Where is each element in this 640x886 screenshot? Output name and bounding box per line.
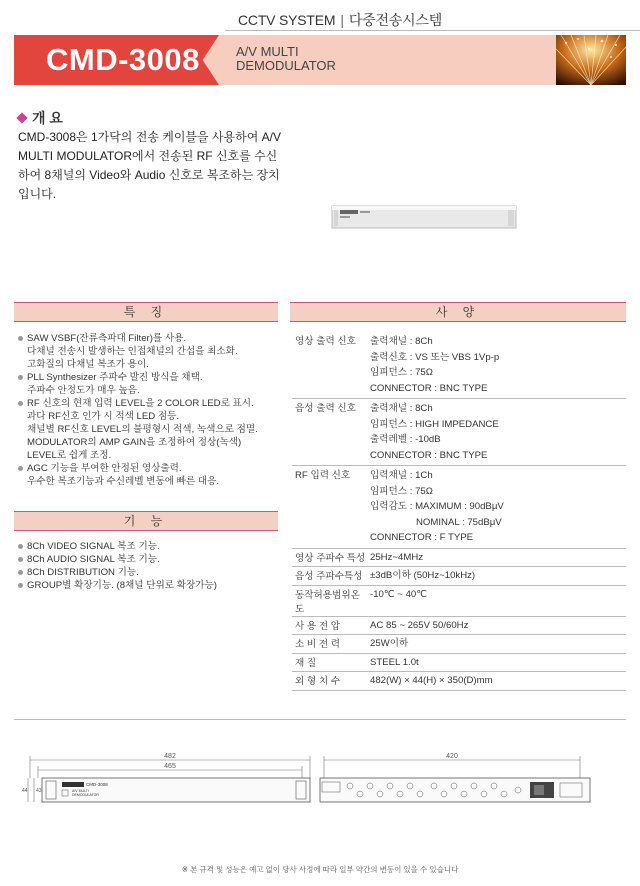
device-photo xyxy=(330,198,518,232)
spec-value-cell xyxy=(368,585,626,616)
spec-value-cell xyxy=(368,567,626,586)
bullet-icon xyxy=(18,583,23,588)
feature-text: LEVEL로 쉽게 조정. xyxy=(27,450,112,461)
function-text: 8Ch VIDEO SIGNAL 복조 기능. xyxy=(27,541,160,552)
functions-heading: 기 능 xyxy=(14,511,278,531)
rear-panel-drawing xyxy=(320,778,590,802)
feature-text: SAW VSBF(잔류측파대 Filter)를 사용. xyxy=(27,333,187,344)
spec-value: 입력채널 : 1Ch xyxy=(370,470,433,481)
feature-text: PLL Synthesizer 주파수 발진 방식을 채택. xyxy=(27,372,203,383)
spec-row xyxy=(292,548,626,567)
spec-value-cell xyxy=(368,653,626,672)
functions-list xyxy=(18,540,280,592)
feature-text: 주파수 안정도가 매우 높음. xyxy=(27,385,140,396)
feature-line xyxy=(18,371,280,384)
spec-value-cell xyxy=(368,672,626,691)
function-item xyxy=(18,540,280,553)
spec-value: CONNECTOR : F TYPE xyxy=(370,532,474,543)
spec-value-cell xyxy=(368,548,626,567)
spec-label: 재 질 xyxy=(292,653,368,672)
spec-value: 25Hz~4MHz xyxy=(370,551,424,563)
bullet-icon xyxy=(18,557,23,562)
function-item xyxy=(18,553,280,566)
function-text: 8Ch AUDIO SIGNAL 복조 기능. xyxy=(27,554,160,565)
dim-front-inner: 465 xyxy=(164,763,176,770)
overview-heading xyxy=(18,108,63,128)
feature-line xyxy=(18,397,280,410)
feature-line xyxy=(18,462,280,475)
category-en: CCTV SYSTEM xyxy=(238,12,336,28)
overview-heading-text: 개 요 xyxy=(32,110,63,126)
feature-line xyxy=(18,332,280,345)
spec-row xyxy=(292,585,626,616)
spec-value-cell xyxy=(368,616,626,635)
dimension-drawing xyxy=(20,752,620,832)
function-text: 8Ch DISTRIBUTION 기능. xyxy=(27,567,139,578)
bullet-icon xyxy=(18,401,23,406)
spec-value: AC 85 ~ 265V 50/60Hz xyxy=(370,619,469,631)
spec-value: -10℃ ~ 40℃ xyxy=(370,588,428,600)
spec-row xyxy=(292,399,626,466)
overview-text: CMD-3008은 1가닥의 전송 케이블을 사용하여 A/V MULTI MODULATOR에서 전송된 RF 신호를 수신하여 8채널의 Video와 Audio 신호로 복조하는 장치입니다. xyxy=(18,130,281,201)
bullet-icon xyxy=(18,375,23,380)
feature-line xyxy=(18,423,280,436)
title-separator: | xyxy=(340,12,344,28)
spec-value: 482(W) × 44(H) × 350(D)mm xyxy=(370,675,493,686)
feature-text: 다채널 전송시 발생하는 인접채널의 간섭을 최소화. xyxy=(27,346,238,357)
spec-label: 외 형 치 수 xyxy=(292,672,368,691)
feature-text: 채널별 RF신호 LEVEL의 불평형시 적색, 녹색으로 점멸. xyxy=(27,424,258,435)
spec-label: 음성 출력 신호 xyxy=(292,399,368,466)
spec-table xyxy=(292,332,626,691)
spec-value: ±3dB이하 (50Hz~10kHz) xyxy=(370,570,476,581)
feature-line xyxy=(18,410,280,423)
spec-value-cell xyxy=(368,635,626,654)
product-subtitle xyxy=(236,45,336,73)
feature-text: AGC 기능을 부여한 안정된 영상출력. xyxy=(27,463,182,474)
category-title xyxy=(238,10,442,30)
spec-row xyxy=(292,466,626,549)
dim-front-outer: 482 xyxy=(164,753,176,760)
spec-value: 임피던스 : 75Ω xyxy=(370,367,433,378)
spec-label: 사 용 전 압 xyxy=(292,616,368,635)
header-rule xyxy=(225,30,640,31)
panel-brand: CMD-3008 xyxy=(86,782,108,787)
spec-value: 임피던스 : HIGH IMPEDANCE xyxy=(370,418,499,430)
spec-value-cell xyxy=(368,332,626,399)
spec-row xyxy=(292,672,626,691)
spec-value: NOMINAL : 75dBμV xyxy=(416,516,502,528)
bullet-icon xyxy=(18,544,23,549)
spec-label: 영상 주파수 특성 xyxy=(292,548,368,567)
fiber-optic-image xyxy=(556,35,626,85)
spec-label: RF 입력 신호 xyxy=(292,466,368,549)
spec-value: 25W이하 xyxy=(370,638,409,649)
panel-desc-1: A/V MULTI xyxy=(72,789,89,793)
bullet-icon xyxy=(18,570,23,575)
spec-value: STEEL 1.0t xyxy=(370,656,419,668)
category-ko: 다중전송시스템 xyxy=(348,12,443,28)
spec-row xyxy=(292,332,626,399)
spec-label: 소 비 전 력 xyxy=(292,635,368,654)
spec-value: 입력감도 : MAXIMUM : 90dBμV xyxy=(370,501,504,512)
spec-value: 출력채널 : 8Ch xyxy=(370,403,433,414)
subtitle-line-2: DEMODULATOR xyxy=(236,58,336,73)
feature-text: RF 신호의 현재 입력 LEVEL을 2 COLOR LED로 표시. xyxy=(27,398,254,409)
bullet-icon xyxy=(18,466,23,471)
dim-height-b: 43 xyxy=(36,788,42,794)
feature-line xyxy=(18,475,280,488)
spec-value-cell xyxy=(368,399,626,466)
bullet-icon xyxy=(18,336,23,341)
drawing-separator xyxy=(14,719,626,720)
feature-text: 고화질의 다채널 복조가 용이. xyxy=(27,359,149,370)
footnote: ※ 본 규격 및 성능은 예고 없이 당사 사정에 따라 일부 약간의 변동이 있을 수 있습니다 xyxy=(181,865,459,874)
spec-value: 출력신호 : VS 또는 VBS 1Vp-p xyxy=(370,351,500,363)
spec-row xyxy=(292,616,626,635)
spec-label: 영상 출력 신호 xyxy=(292,332,368,399)
features-list xyxy=(18,332,280,488)
spec-value: CONNECTOR : BNC TYPE xyxy=(370,382,488,394)
function-item xyxy=(18,566,280,579)
subtitle-line-1: A/V MULTI xyxy=(236,44,299,59)
feature-text: 우수한 복조기능과 수신레벨 변동에 빠른 대응. xyxy=(27,476,220,487)
function-text: GROUP별 확장기능. (8채널 단위로 확장가능) xyxy=(27,580,217,591)
feature-text: MODULATOR의 AMP GAIN을 조정하여 정상(녹색) xyxy=(27,437,242,448)
spec-label: 동작허용범위온도 xyxy=(292,585,368,616)
spec-row xyxy=(292,567,626,586)
feature-text: 과다 RF신호 인가 시 적색 LED 점등. xyxy=(27,411,180,422)
dim-height-a: 44 xyxy=(22,788,28,794)
feature-line xyxy=(18,384,280,397)
function-item xyxy=(18,579,280,592)
dim-rear: 420 xyxy=(446,753,458,760)
spec-value: 출력채널 : 8Ch xyxy=(370,336,433,347)
features-heading: 특 징 xyxy=(14,302,278,322)
feature-line xyxy=(18,449,280,462)
spec-row xyxy=(292,635,626,654)
spec-label: 음성 주파수특성 xyxy=(292,567,368,586)
spec-value-cell xyxy=(368,466,626,549)
model-name: CMD-3008 xyxy=(46,42,200,77)
diamond-bullet-icon xyxy=(16,112,27,123)
feature-line xyxy=(18,436,280,449)
feature-line xyxy=(18,358,280,371)
spec-value: 출력레벨 : -10dB xyxy=(370,434,441,445)
specs-heading: 사 양 xyxy=(290,302,626,322)
feature-line xyxy=(18,345,280,358)
spec-value: 임피던스 : 75Ω xyxy=(370,485,433,497)
spec-value: CONNECTOR : BNC TYPE xyxy=(370,449,488,461)
spec-row xyxy=(292,653,626,672)
panel-desc-2: DEMODULATOR xyxy=(72,793,99,797)
